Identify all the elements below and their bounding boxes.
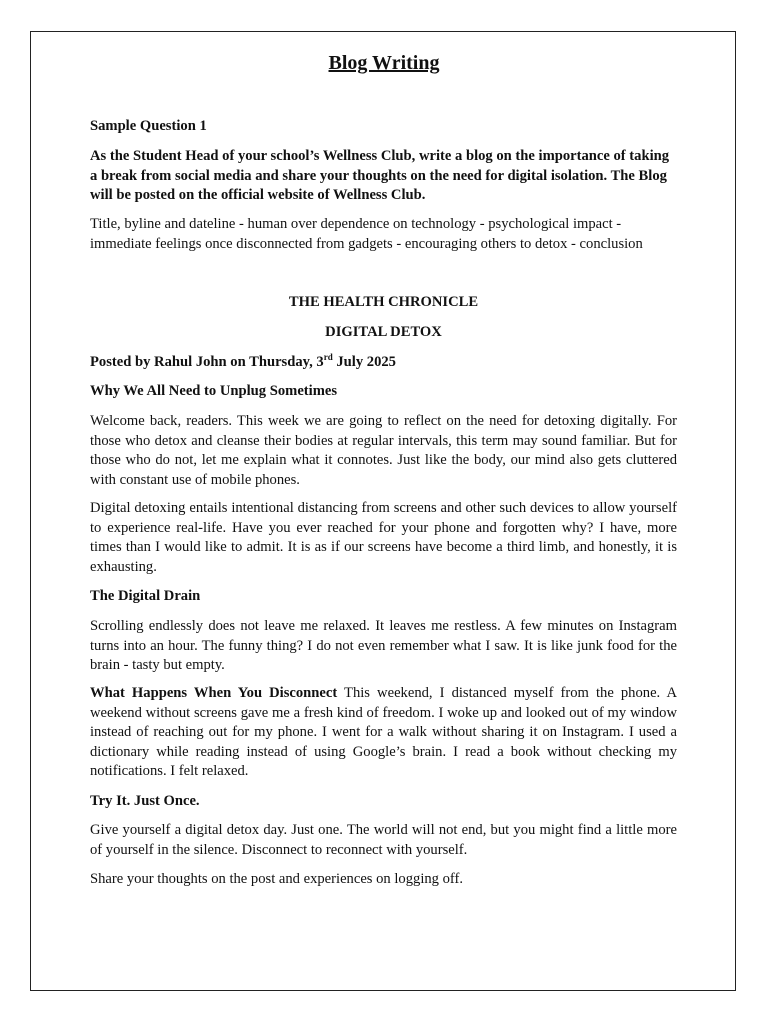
byline — [90, 353, 677, 373]
subheading-disconnect: What Happens When You Disconnect — [90, 685, 338, 701]
question-hints: Title, byline and dateline - human over dependence on technology - psychological impact - immediate feelings once disconnected from gadgets - encouraging others to detox - conclusion — [90, 216, 643, 252]
blog-headline: DIGITAL DETOX — [325, 324, 442, 340]
paragraph-definition: Digital detoxing entails intentional distancing from screens and other such devices to allow yourself to experience real-life. Have you ever reached for your phone and forgotten why? I have, more times than I would like to admit. It is as if our screens have become a third limb, and honestly, it is exhausting. — [90, 500, 677, 575]
byline-text: Posted by Rahul John on Thursday, 3 — [90, 354, 324, 370]
paragraph-drain: Scrolling endlessly does not leave me relaxed. It leaves me restless. A few minutes on Instagram turns into an hour. The funny thing? I do not even remember what I saw. It is like junk food for the brain - tasty but empty. — [90, 618, 677, 673]
paragraph-intro: Welcome back, readers. This week we are going to reflect on the need for detoxing digitally. For those who detox and cleanse their bodies at regular intervals, this term may sound familiar. But for those who do not, let me explain what it connotes. Just like the body, our mind also gets cluttered with constant use of mobile phones. — [90, 413, 677, 488]
paragraph-disconnect — [90, 684, 677, 782]
page-title: Blog Writing — [328, 52, 440, 74]
subheading-try-it: Try It. Just Once. — [90, 793, 200, 809]
subheading-digital-drain: The Digital Drain — [90, 588, 201, 604]
question-heading: Sample Question 1 — [90, 118, 207, 134]
question-prompt: As the Student Head of your school’s Wellness Club, write a blog on the importance of taking a break from social media and share your thoughts on the need for digital isolation. The Blog will be posted on the official website of Wellness Club. — [90, 148, 670, 203]
publication-name: THE HEALTH CHRONICLE — [288, 294, 479, 310]
paragraph-disconnect-text: This weekend, I distanced myself from the phone. A weekend without screens gave me a fresh kind of freedom. I woke up and looked out of my window instead of reaching out for my phone. I went for a walk without sharing it on Instagram. I used a dictionary while reading instead of using Google’s brain. I read a book without checking my notifications. I felt relaxed. — [90, 685, 677, 779]
paragraph-closing: Share your thoughts on the post and experiences on logging off. — [90, 871, 464, 887]
subheading-unplug: Why We All Need to Unplug Sometimes — [90, 383, 338, 399]
byline-ordinal: rd — [323, 352, 333, 362]
byline-date: July 2025 — [332, 354, 396, 370]
paragraph-try-it: Give yourself a digital detox day. Just one. The world will not end, but you might find a little more of yourself in the silence. Disconnect to reconnect with yourself. — [90, 822, 677, 858]
